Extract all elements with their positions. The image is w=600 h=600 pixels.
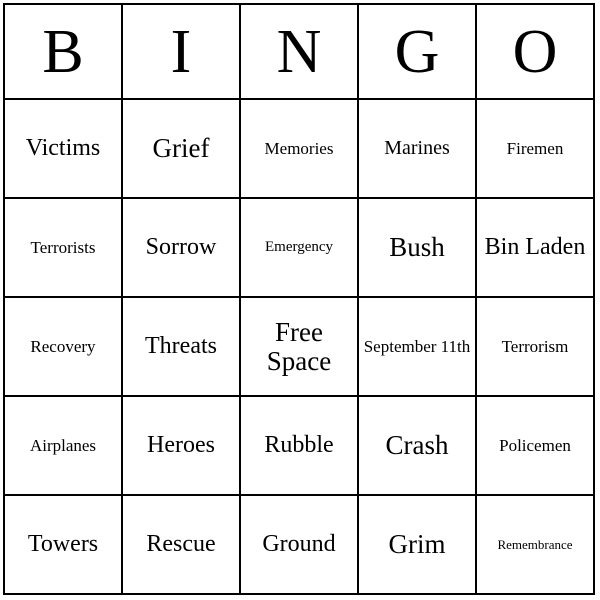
bingo-cell[interactable] <box>5 496 123 593</box>
bingo-cell[interactable] <box>477 298 593 395</box>
bingo-cell-label: Victims <box>25 134 101 161</box>
bingo-cell-label: Heroes <box>147 431 215 458</box>
header-letter-i: I <box>123 5 241 100</box>
bingo-grid <box>5 100 593 593</box>
bingo-cell-label: Bush <box>389 232 445 263</box>
bingo-cell[interactable] <box>477 397 593 494</box>
header-letter-n: N <box>241 5 359 100</box>
bingo-cell-label: Airplanes <box>29 435 97 455</box>
bingo-cell[interactable] <box>359 397 477 494</box>
bingo-row <box>5 199 593 298</box>
bingo-cell-label: Rubble <box>264 431 334 458</box>
bingo-cell-label: Crash <box>385 430 449 461</box>
bingo-cell-label: Bin Laden <box>484 233 586 260</box>
bingo-cell[interactable] <box>5 298 123 395</box>
bingo-cell[interactable] <box>123 199 241 296</box>
bingo-cell-label: Rescue <box>146 530 216 557</box>
bingo-cell-label: Memories <box>264 138 334 158</box>
bingo-cell-label: Recovery <box>30 336 96 356</box>
bingo-cell-label: Policemen <box>499 435 571 455</box>
bingo-cell[interactable] <box>241 100 359 197</box>
bingo-cell-label: September 11th <box>363 336 471 356</box>
bingo-cell-label: Grief <box>152 133 210 164</box>
bingo-cell-label: Marines <box>384 137 450 159</box>
bingo-cell-label: Terrorists <box>30 237 96 257</box>
bingo-cell[interactable] <box>359 199 477 296</box>
bingo-row <box>5 496 593 593</box>
bingo-cell[interactable] <box>477 496 593 593</box>
bingo-row <box>5 100 593 199</box>
bingo-cell-label: Remembrance <box>497 536 573 552</box>
bingo-cell-label: Threats <box>145 332 217 359</box>
bingo-cell[interactable] <box>241 496 359 593</box>
bingo-row <box>5 397 593 496</box>
bingo-cell-label: Towers <box>27 530 99 557</box>
header-letter-g: G <box>359 5 477 100</box>
bingo-cell-free-space[interactable] <box>241 298 359 395</box>
bingo-card <box>3 3 595 595</box>
bingo-cell[interactable] <box>241 199 359 296</box>
bingo-cell[interactable] <box>5 199 123 296</box>
bingo-cell[interactable] <box>241 397 359 494</box>
header-letter-o: O <box>477 5 593 100</box>
bingo-header <box>5 5 593 100</box>
bingo-cell[interactable] <box>359 298 477 395</box>
bingo-row <box>5 298 593 397</box>
bingo-cell[interactable] <box>123 298 241 395</box>
header-letter-b: B <box>5 5 123 100</box>
bingo-cell[interactable] <box>359 100 477 197</box>
bingo-cell-label: Emergency <box>264 238 334 255</box>
bingo-cell[interactable] <box>477 199 593 296</box>
bingo-cell[interactable] <box>123 397 241 494</box>
bingo-cell-label: Firemen <box>506 138 564 158</box>
bingo-cell[interactable] <box>123 496 241 593</box>
bingo-cell[interactable] <box>359 496 477 593</box>
bingo-cell[interactable] <box>123 100 241 197</box>
bingo-cell[interactable] <box>5 397 123 494</box>
bingo-cell-label: Ground <box>262 530 336 557</box>
bingo-cell-label: Grim <box>388 529 446 560</box>
bingo-cell-label: Sorrow <box>145 233 217 260</box>
bingo-cell[interactable] <box>477 100 593 197</box>
bingo-cell-label: Terrorism <box>501 336 569 356</box>
bingo-cell-label: Free Space <box>266 317 332 376</box>
bingo-cell[interactable] <box>5 100 123 197</box>
